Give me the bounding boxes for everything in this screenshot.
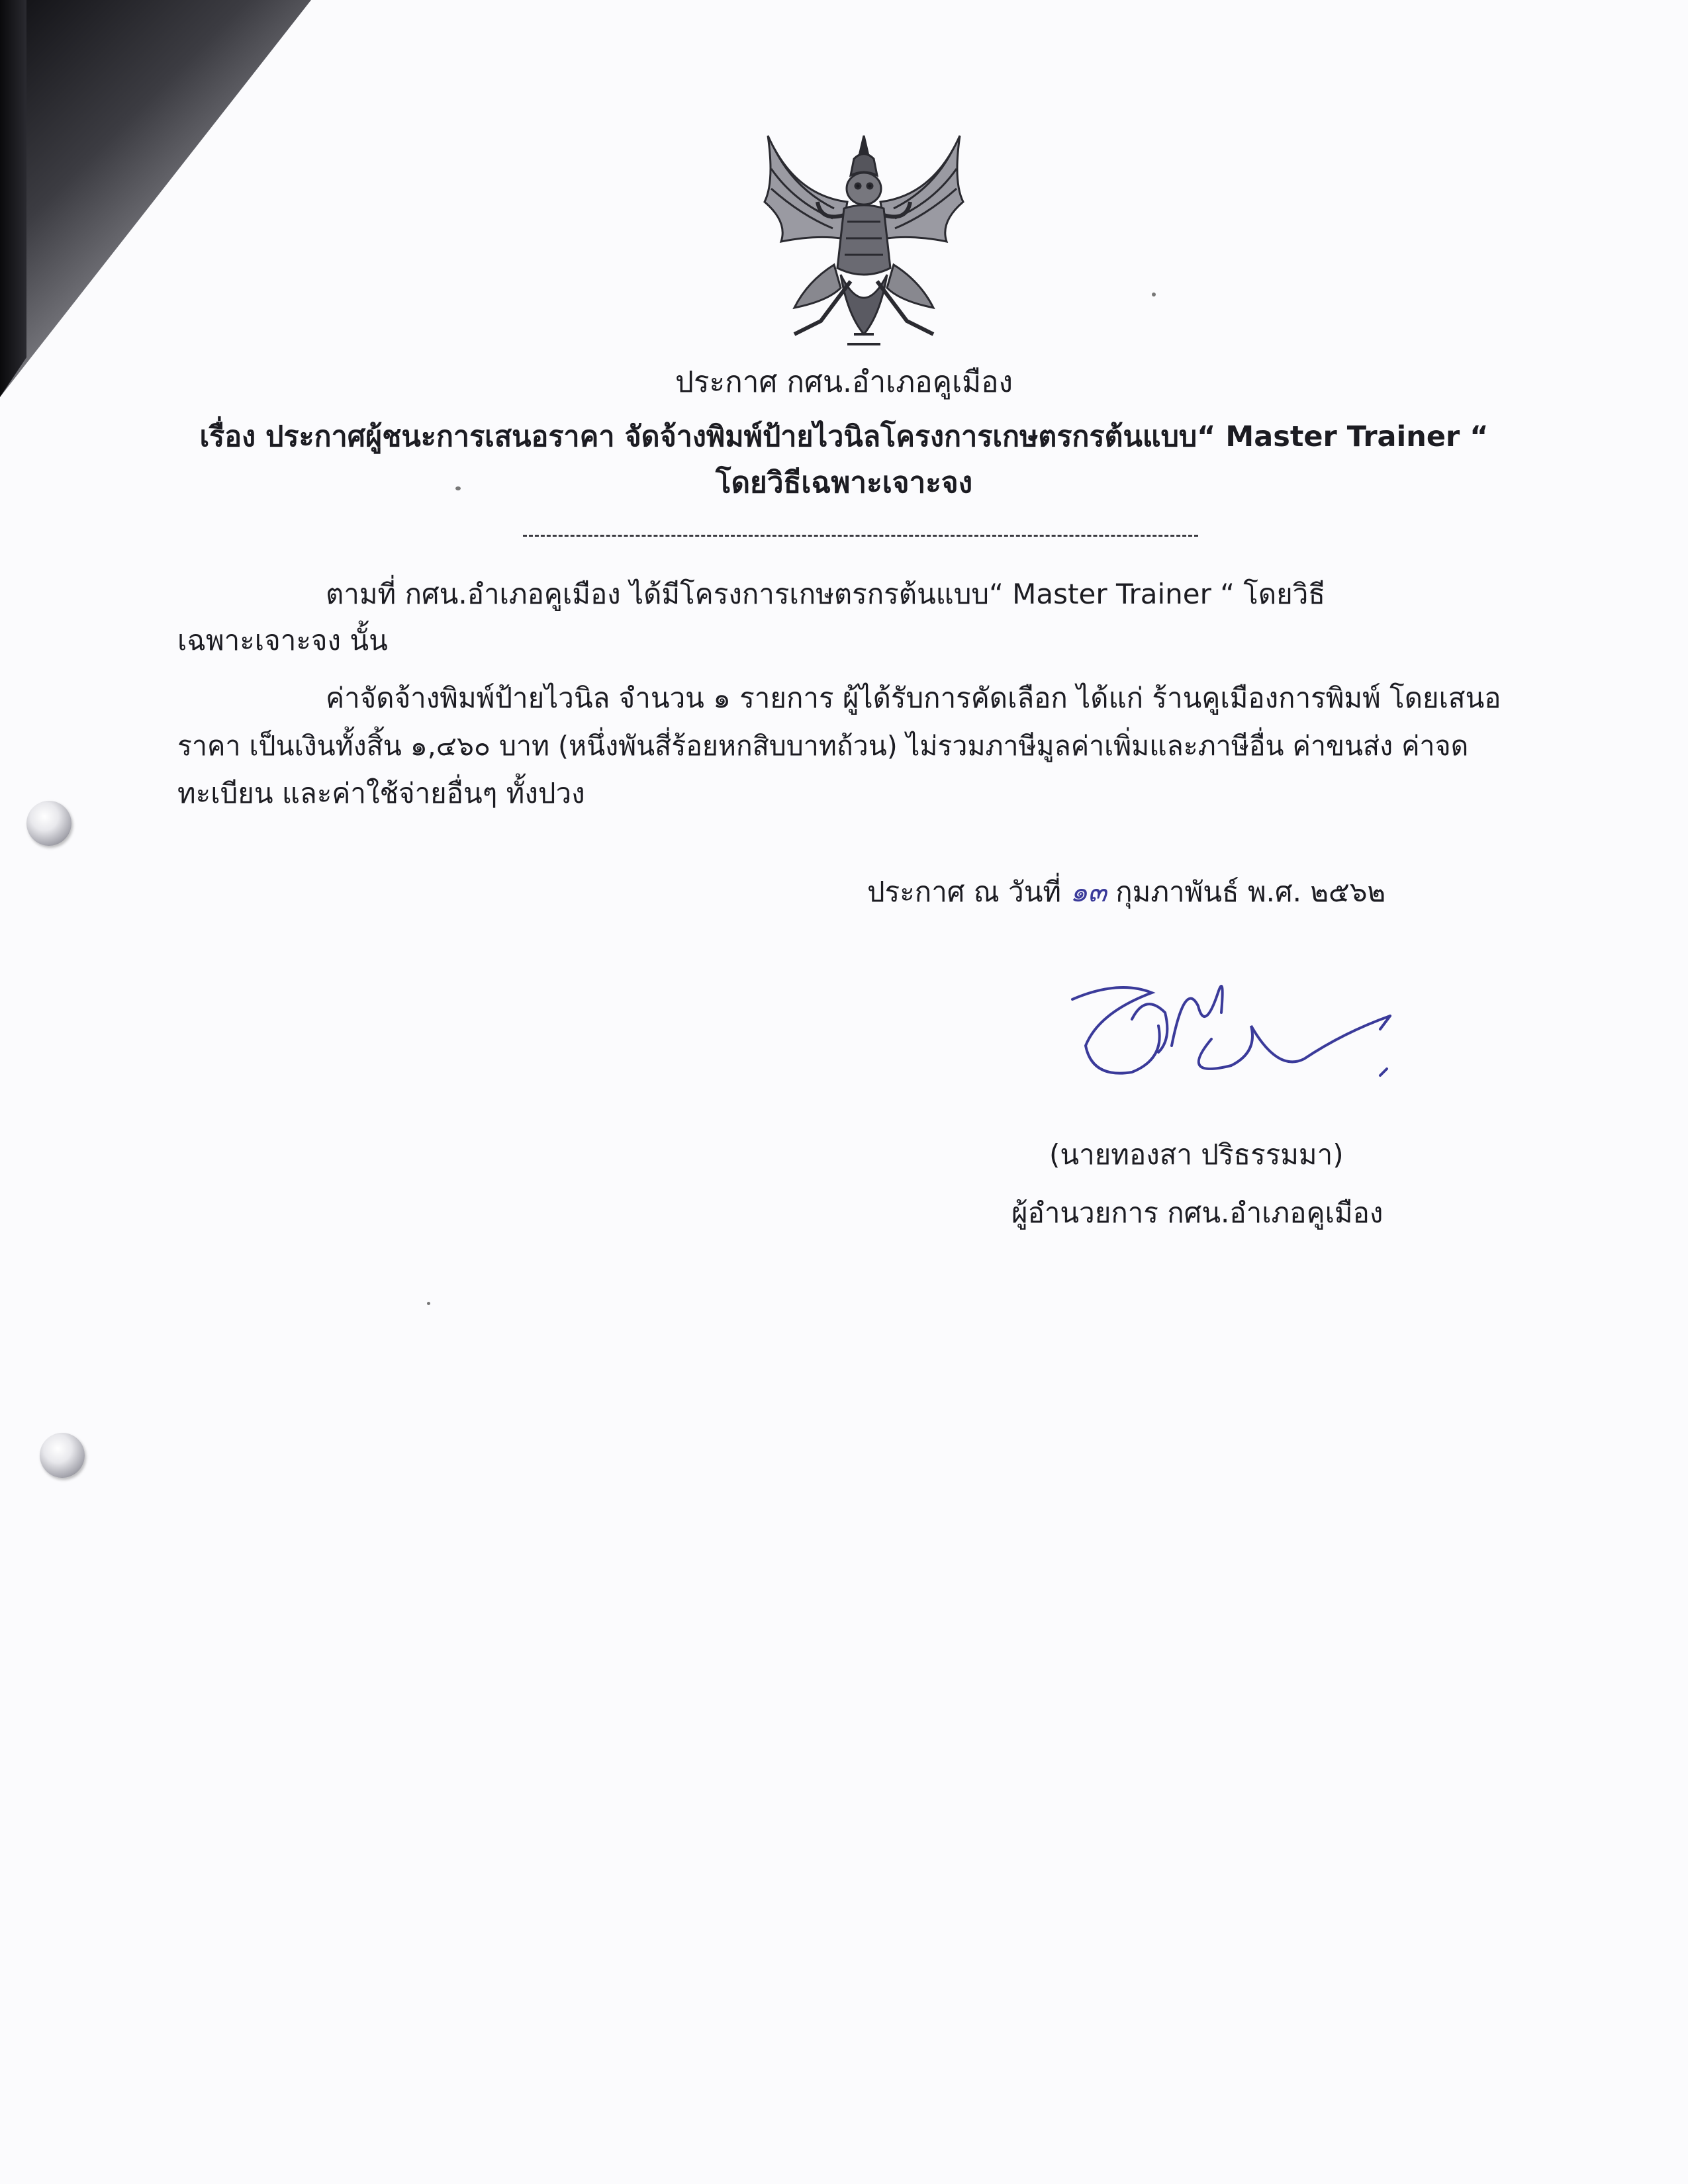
paragraph-1-line-2: เฉพาะเจาะจง นั้น [177, 624, 388, 657]
signature-icon [1059, 953, 1403, 1092]
paragraph-2-line-1: ค่าจัดจ้างพิมพ์ป้ายไวนิล จำนวน ๑ รายการ ผู้ได้รับการคัดเลือก ได้แก่ ร้านคูเมืองการพิมพ์ โดยเสนอ [326, 682, 1501, 714]
scanner-edge [0, 0, 26, 397]
scanner-shadow [0, 0, 311, 397]
signatory-name: (นายทองสา ปริธรรมมา) [1049, 1138, 1344, 1171]
paragraph-1-line-1: ตามที่ กศน.อำเภอคูเมือง ได้มีโครงการเกษตรกรต้นแบบ“ Master Trainer “ โดยวิธี [326, 578, 1325, 610]
paragraph-2-line-3: ทะเบียน และค่าใช้จ่ายอื่นๆ ทั้งปวง [177, 777, 585, 809]
scan-speck [455, 486, 461, 490]
scan-speck [427, 1302, 430, 1305]
date-prefix: ประกาศ ณ วันที่ [867, 876, 1062, 908]
punch-hole-bottom [40, 1433, 85, 1478]
divider-line [523, 535, 1198, 537]
announcement-title: ประกาศ กศน.อำเภอคูเมือง [675, 365, 1013, 399]
signatory-position: ผู้อำนวยการ กศน.อำเภอคูเมือง [1011, 1197, 1383, 1229]
punch-hole-top [26, 801, 71, 846]
date-day: ๑๓ [1070, 876, 1107, 908]
paragraph-2-line-2: ราคา เป็นเงินทั้งสิ้น ๑,๔๖๐ บาท (หนึ่งพันสี่ร้อยหกสิบบาทถ้วน) ไม่รวมภาษีมูลค่าเพิ่มและภาษีอื่น ค่าขนส่ง ค่าจด [177, 730, 1469, 762]
announcement-method: โดยวิธีเฉพาะเจาะจง [715, 466, 973, 500]
announcement-date [867, 872, 1385, 912]
date-month-year: กุมภาพันธ์ พ.ศ. ๒๕๖๒ [1115, 876, 1386, 908]
garuda-emblem-icon [755, 122, 973, 354]
scan-speck [1152, 293, 1156, 296]
announcement-subject: เรื่อง ประกาศผู้ชนะการเสนอราคา จัดจ้างพิมพ์ป้ายไวนิลโครงการเกษตรกรต้นแบบ“ Master Trainer “ [199, 420, 1489, 453]
